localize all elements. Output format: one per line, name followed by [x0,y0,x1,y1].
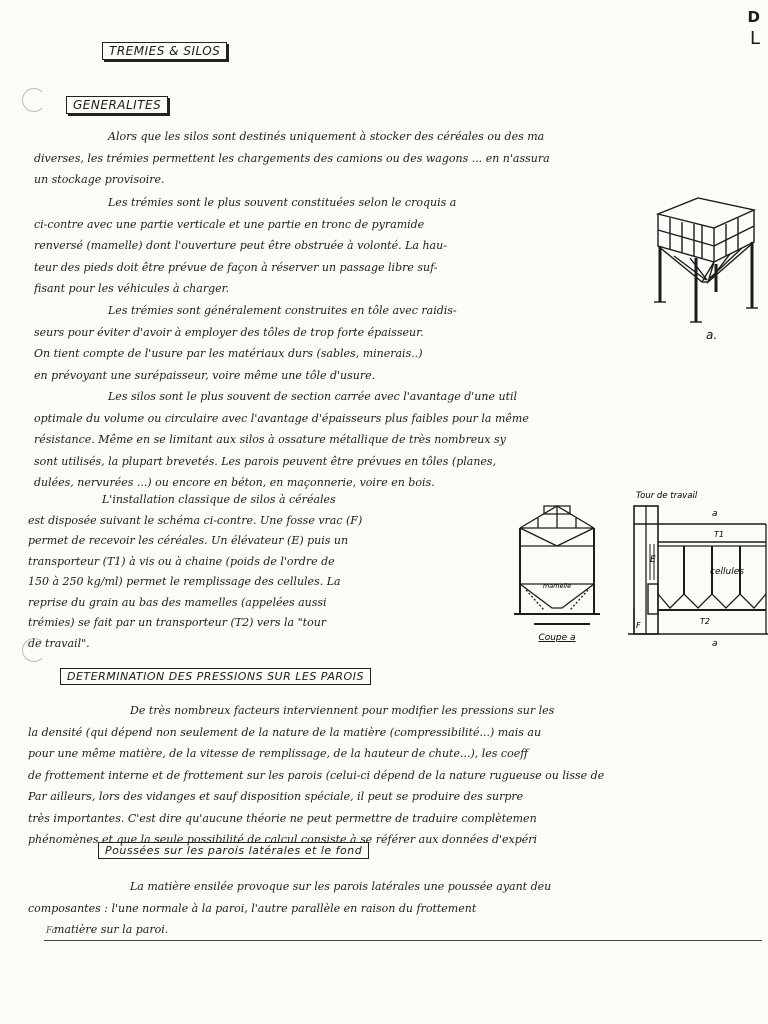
hopper-label: a. [706,328,718,342]
silo-installation-diagram [500,484,768,648]
page-corner-mark: L [749,28,760,49]
text-line: fisant pour les véhicules à charger. [34,282,230,295]
silo-plan-tour-de-travail [628,506,768,634]
text-line: seurs pour éviter d'avoir à employer des tôles de trop forte épaisseur. [34,325,424,339]
text-line: dulées, nervurées ...) ou encore en béton, en maçonnerie, voire en bois. [34,476,435,489]
t2-label: T2 [700,617,710,626]
e-label: E [650,555,656,565]
text-line: de frottement interne et de frottement sur les parois (celui-ci dépend de la nature rugueuse ou lisse de [28,768,605,782]
paragraph-tremies [34,192,624,300]
text-line: L'installation classique de silos à céréales [102,493,336,506]
text-line: Les trémies sont le plus souvent constituées selon le croquis a [108,196,457,209]
text-line: teur des pieds doit être prévue de façon à réserver un passage libre suf- [34,260,438,274]
text-line: renversé (mamelle) dont l'ouverture peut être obstruée à volonté. La hau- [34,239,447,252]
hopper-sketch [650,184,760,344]
text-line: permet de recevoir les céréales. Un élévateur (E) puis un [28,534,349,547]
punch-hole-top [22,88,46,112]
text-line: La matière ensilée provoque sur les parois latérales une poussée ayant deu [130,880,552,893]
text-line: est disposée suivant le schéma ci-contre. Une fosse vrac (F) [28,513,363,527]
paragraph-silos [34,386,764,494]
text-line: ci-contre avec une partie verticale et une partie en tronc de pyramide [34,217,425,231]
footer-rule [44,940,762,941]
footer-mark: Fa [46,926,57,936]
text-line: Les trémies sont généralement construites en tôle avec raidis- [108,304,457,317]
text-line: 150 à 250 kg/ml) permet le remplissage des cellules. La [28,575,341,588]
text-line: de travail". [28,636,90,650]
paragraph-installation [28,490,490,654]
text-line: Alors que les silos sont destinés uniquement à stocker des céréales ou des ma [108,130,545,143]
paragraph-intro [34,126,764,191]
text-line: un stockage provisoire. [34,173,165,186]
coupe-label: Coupe a [538,633,576,643]
text-line: résistance. Même en se limitant aux silos à ossature métallique de très nombreux sy [34,433,506,446]
text-line: optimale du volume ou circulaire avec l'avantage d'épaisseurs plus faibles pour la même [34,411,529,425]
text-line: pour une même matière, de la vitesse de remplissage, de la hauteur de chute...), les coeff [28,747,529,760]
document-title: TREMIES & SILOS [102,42,227,60]
section-mark-top: a [712,509,718,519]
tour-de-travail-label: Tour de travail [636,491,698,501]
text-line: trémies) se fait par un transporteur (T2) vers la "tour [28,616,327,629]
silo-section-coupe [514,506,600,624]
section-mark-bottom: a [712,639,718,648]
t1-label: T1 [714,530,724,539]
paragraph-construction [34,300,644,386]
mamelle-label: mamelle [542,582,572,590]
text-line: en prévoyant une surépaisseur, voire même une tôle d'usure. [34,368,376,382]
heading-generalites: GENERALITES [66,96,168,114]
hopper-mamelle [658,246,714,282]
text-line: composantes : l'une normale à la paroi, l'autre parallèle en raison du frottement [28,901,477,915]
text-line: transporteur (T1) à vis ou à chaine (poids de l'ordre de [28,554,335,568]
heading-poussees: Poussées sur les parois latérales et le fond [98,842,369,859]
text-line: De très nombreux facteurs interviennent pour modifier les pressions sur les [130,704,555,717]
text-line: On tient compte de l'usure par les matériaux durs (sables, minerais..) [34,347,423,360]
page-corner-letter: D [747,8,760,26]
text-line: matière sur la paroi. [54,923,169,936]
text-line: phénomènes et que la seule possibilité de calcul consiste à se référer aux données d'expéri [28,833,538,846]
text-line: Par ailleurs, lors des vidanges et sauf disposition spéciale, il peut se produire des surpre [28,790,524,803]
heading-determination: DETERMINATION DES PRESSIONS SUR LES PAROIS [60,668,371,685]
f-label: F [636,621,641,630]
hopper-top [658,198,754,228]
text-line: Les silos sont le plus souvent de section carrée avec l'avantage d'une util [108,390,518,403]
paragraph-poussees [28,876,766,941]
paragraph-pressions [28,700,766,851]
text-line: très importantes. C'est dire qu'aucune théorie ne peut permettre de traduire complètemen [28,811,537,825]
text-line: diverses, les trémies permettent les chargements des camions ou des wagons ... en n'assura [34,151,550,165]
text-line: reprise du grain au bas des mamelles (appelées aussi [28,595,327,609]
cellules-label: cellules [710,567,744,577]
text-line: la densité (qui dépend non seulement de la nature de la matière (compressibilité...) mais au [28,725,542,739]
text-line: sont utilisés, la plupart brevetés. Les parois peuvent être prévues en tôles (planes, [34,454,497,468]
